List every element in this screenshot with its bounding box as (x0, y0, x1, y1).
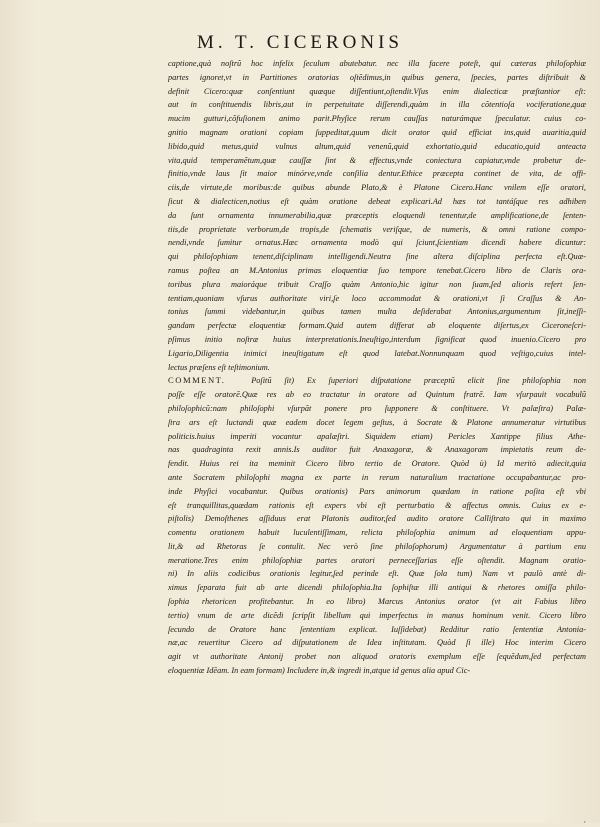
line-text: lit,& ad Rhetoras ſe contulit. Nec verò ſine philoſophorum) Argumentatur à partium enu (168, 541, 586, 551)
text-line (168, 595, 586, 609)
line-text: poſſe eſſe oratorē.Quæ res ab eo tractatur in oratore ad Quintum fratrē. Iam vſurpauit vocabulũ (168, 390, 586, 400)
text-line (168, 402, 586, 416)
line-text: mucim gutturi,cõfuſionem animo parit.Phyſice rerum cauſſas naturámque ſpeculatur. cuius co- (168, 114, 586, 124)
text-line (168, 154, 586, 168)
text-line (168, 140, 586, 154)
text-line (168, 457, 586, 471)
line-text: finitio,vnde laus ſit maior minórve,vnde conſilia dentur.Ethice præcepta continet de vita, de offi- (168, 169, 586, 179)
line-text: ſtra ars eſt luctandi quæ eadem docet legem geſtus, à Socrate & Platone annumeratur virtutibus (168, 417, 586, 427)
line-text: agit vt authoritate Antonij probet non aliquod oratoris exemplum eſſe ſequẽdum,ſed perfectam (168, 652, 586, 662)
line-text: ximus ſeparata fuit ab arte dicendi philoſophia.Ita ſophiſtæ illi antiqui & rhetores omiſſa philo- (168, 583, 586, 593)
text-line (168, 98, 586, 112)
line-text: nendi,vnde ſumitur ornatus.Hæc ornamenta modò qui ſciunt,ſcientiam dicendi habere dicuntur: (168, 238, 586, 248)
line-text: lectus præſens eſt teſtimonium. (168, 362, 270, 372)
line-text: toribus plura maioráque tribuit Craſſo quàm Antonio,hic igitur non ſuam,ſed alioris refert ſen- (168, 279, 586, 289)
text-line (168, 443, 586, 457)
text-line (168, 195, 586, 209)
line-text: tonius ſummi videbantur,in quibus tamen multa deſiderabat Antonius,argumentum ſit,ineſſi- (168, 307, 586, 317)
text-line (168, 57, 586, 71)
text-line (168, 430, 586, 444)
text-line (168, 512, 586, 526)
line-text: meratione.Tres enim philoſophiæ partes oratori perneceſſarias eſſe oſtendit. Magnam oratio- (168, 555, 586, 565)
text-line (168, 292, 586, 306)
text-line (168, 181, 586, 195)
text-line (168, 650, 586, 664)
text-line (168, 471, 586, 485)
line-text: inde Phyſici vocabantur. Quibus orationis) Pars animorum quædam in ratione poſita eſt vbi (168, 486, 586, 496)
line-text: ante Socratem philoſophi magna ex parte in rerum naturalium tractatione occupabantur,ac pro- (168, 472, 586, 482)
text-line (168, 499, 586, 513)
line-text: fendit. Huius rei ita meminit Cicero libro tertio de Oratore. Quòd ù) Id meritò adiecit,quia (168, 459, 586, 469)
line-text: eloquentiæ Idēam. In eam formam) Includere in,& ingredi in,atque id genus alia apud Cic- (168, 666, 471, 676)
text-line (168, 85, 586, 99)
text-line (168, 581, 586, 595)
paragraph-commentary (168, 374, 586, 678)
text-line (168, 485, 586, 499)
text-line (168, 319, 586, 333)
line-text: ſecundo de Oratore hanc ſententiam explicat. Iuſſidebat) Redditur ratio ſententiæ Antonia- (168, 624, 586, 634)
text-line (168, 333, 586, 347)
line-text: ramus poſtea an M.Antonius primas eloquentiæ ſuo tempore tenebat.Cicero libro de Claris ora- (168, 265, 586, 275)
line-text: piſtolis) Demoſthenes aſſiduus erat Platonis auditor,ſed audito oratore Calliſtrato qui in maximo (168, 514, 586, 524)
text-line (168, 374, 586, 388)
text-line (168, 264, 586, 278)
line-text: captione,quà noſtrũ hoc infelix ſeculum abutebatur. nec illa facere poteſt, qui cæteras philoſophiæ (168, 59, 586, 68)
line-text: tertio) vnum de arte dicẽdi ſcripſit libellum qui imperfectus in manus hominum venit. Cicero libro (168, 610, 586, 620)
line-text: comentu orationem habuit luculentiſſimam, relicta philoſophia animum ad eloquentiam appu- (168, 528, 586, 538)
line-text: ſicut & dialecticen,notius eſt quàm oratione debeat explicari.Ad hæs tot tantáſque res adhiben (168, 196, 586, 206)
text-line (168, 416, 586, 430)
line-text: næ,ac reuertitur Cicero ad diſputationem de Idea inſtitutam. Quòd ſi ille) Hoc interim Cicero (168, 638, 586, 648)
line-text: ciis,de virtute,de moribus:de quibus abunde Plato,& è Platone Cicero.Hanc vnilem eſſe oratori, (168, 183, 586, 193)
text-line (168, 540, 586, 554)
line-text: eſt tranquillitas,quædam rationis eſt expers vbi eſt perturbatio & affectus omnis. Cuius ex e- (168, 500, 586, 510)
text-line (168, 567, 586, 581)
text-line (168, 71, 586, 85)
line-text: ſophia rhetoricen profitebantur. In eo libro) Marcus Antonius orator (vt ait Fabius libro (168, 597, 586, 607)
text-line (168, 167, 586, 181)
text-line (168, 278, 586, 292)
line-text: libido,quid metus,quid vulnus altum,quid venenũ,quid exhortatio,quid educatio,quid anteacta (168, 141, 586, 151)
line-text: philoſophicũ:nam philoſophi vſurpāt ponere pro ſupponere & conſtituere. Vt palæſtra) Palæ- (168, 403, 586, 413)
line-text: partes ignoret,vt in Partitiones oratorias oſtẽdimus,in quibus genera, ſpecies, partes diſtribuit & (168, 72, 586, 82)
text-line (168, 526, 586, 540)
text-line (168, 664, 586, 678)
text-line (168, 209, 586, 223)
text-line (168, 623, 586, 637)
line-text: tentiam,quoniam vſurus authoritate viri,ſe loco accommodat & orationi,vt ſi Craſſus & An- (168, 293, 586, 303)
line-text: vita,quid temperamẽtum,quæ cauſſæ ſint & effectus,vnde coniectura capiatur,vnde probetur de- (168, 155, 586, 165)
text-line (168, 347, 586, 361)
text-line (168, 361, 586, 375)
line-text: aut in conſtituendis libris,aut in perpetuitate diſſerendi,quàm in illa cõtentioſa vociferatione,quæ (168, 100, 586, 110)
running-header: M. T. CICERONIS (196, 32, 404, 53)
line-text: qui philoſophiam tenent,diſciplinam intelligendi.Neutra ſine altera diſciplina perfecta eſt.Quæ- (168, 252, 586, 262)
line-text: Ligario,Diligentia inimici ineuſtigatum eſt quod latebat.Nonnunquam quod veſtigo,cuius intel- (168, 348, 586, 358)
line-text: Poſitũ ſit) Ex ſuperiori diſputatione præceptũ elicit ſine philoſophia non (251, 376, 586, 386)
text-block (168, 57, 586, 678)
text-line (168, 609, 586, 623)
line-text: da ſunt ornamenta innumerabilia,quæ præceptis eloquendi tenentur,de amplificatione,de ſenten- (168, 210, 586, 220)
line-text: pſimus initio noſtræ huius interpretationis.Ineuſtigo,interdum ſignificat quod inuenio.Cicero pro (168, 334, 586, 344)
text-line (168, 305, 586, 319)
line-text: gandam perfectæ eloquentiæ formam.Quid autem differat ab eloquente diſertus,ex Ciceroneſcri- (168, 321, 586, 331)
text-line (168, 236, 586, 250)
line-text: ni) In aliis codicibus orationis legitur,ſed perinde eſt. Quæ ſola tum) Nam vt paulò antè di- (168, 569, 586, 579)
comment-heading: COMMENT. (168, 375, 226, 386)
text-line (168, 223, 586, 237)
text-line (168, 554, 586, 568)
line-text: gnitio magnam orationi copiam ſuppeditat,quum dicit orator quid efficiat ins,quid auaritia,quid (168, 127, 586, 137)
text-line (168, 388, 586, 402)
page-folio: · (583, 818, 586, 827)
line-text: definit Cicero:quæ conſentiunt quæque diſſentiunt,oſtendit.Vſus enim dialecticæ præſtantior eſt: (168, 86, 586, 96)
paragraph-main (168, 57, 586, 374)
line-text: tiis,de proprietate verborum,de tropis,de ſchematis veriſque, de numeris, & omni ratione compo- (168, 224, 586, 234)
text-line (168, 250, 586, 264)
line-text: nas quadraginta rexit annis.Is auditor fuit Anaxagoræ, & Anaxagoram impietatis reum de- (168, 445, 586, 455)
text-line (168, 636, 586, 650)
line-text: politicis.huius imperiti vocantur apalæſtri. Siquidem etiam) Pericles Xantippe filius Athe- (168, 431, 586, 441)
text-line (168, 112, 586, 126)
text-line (168, 126, 586, 140)
